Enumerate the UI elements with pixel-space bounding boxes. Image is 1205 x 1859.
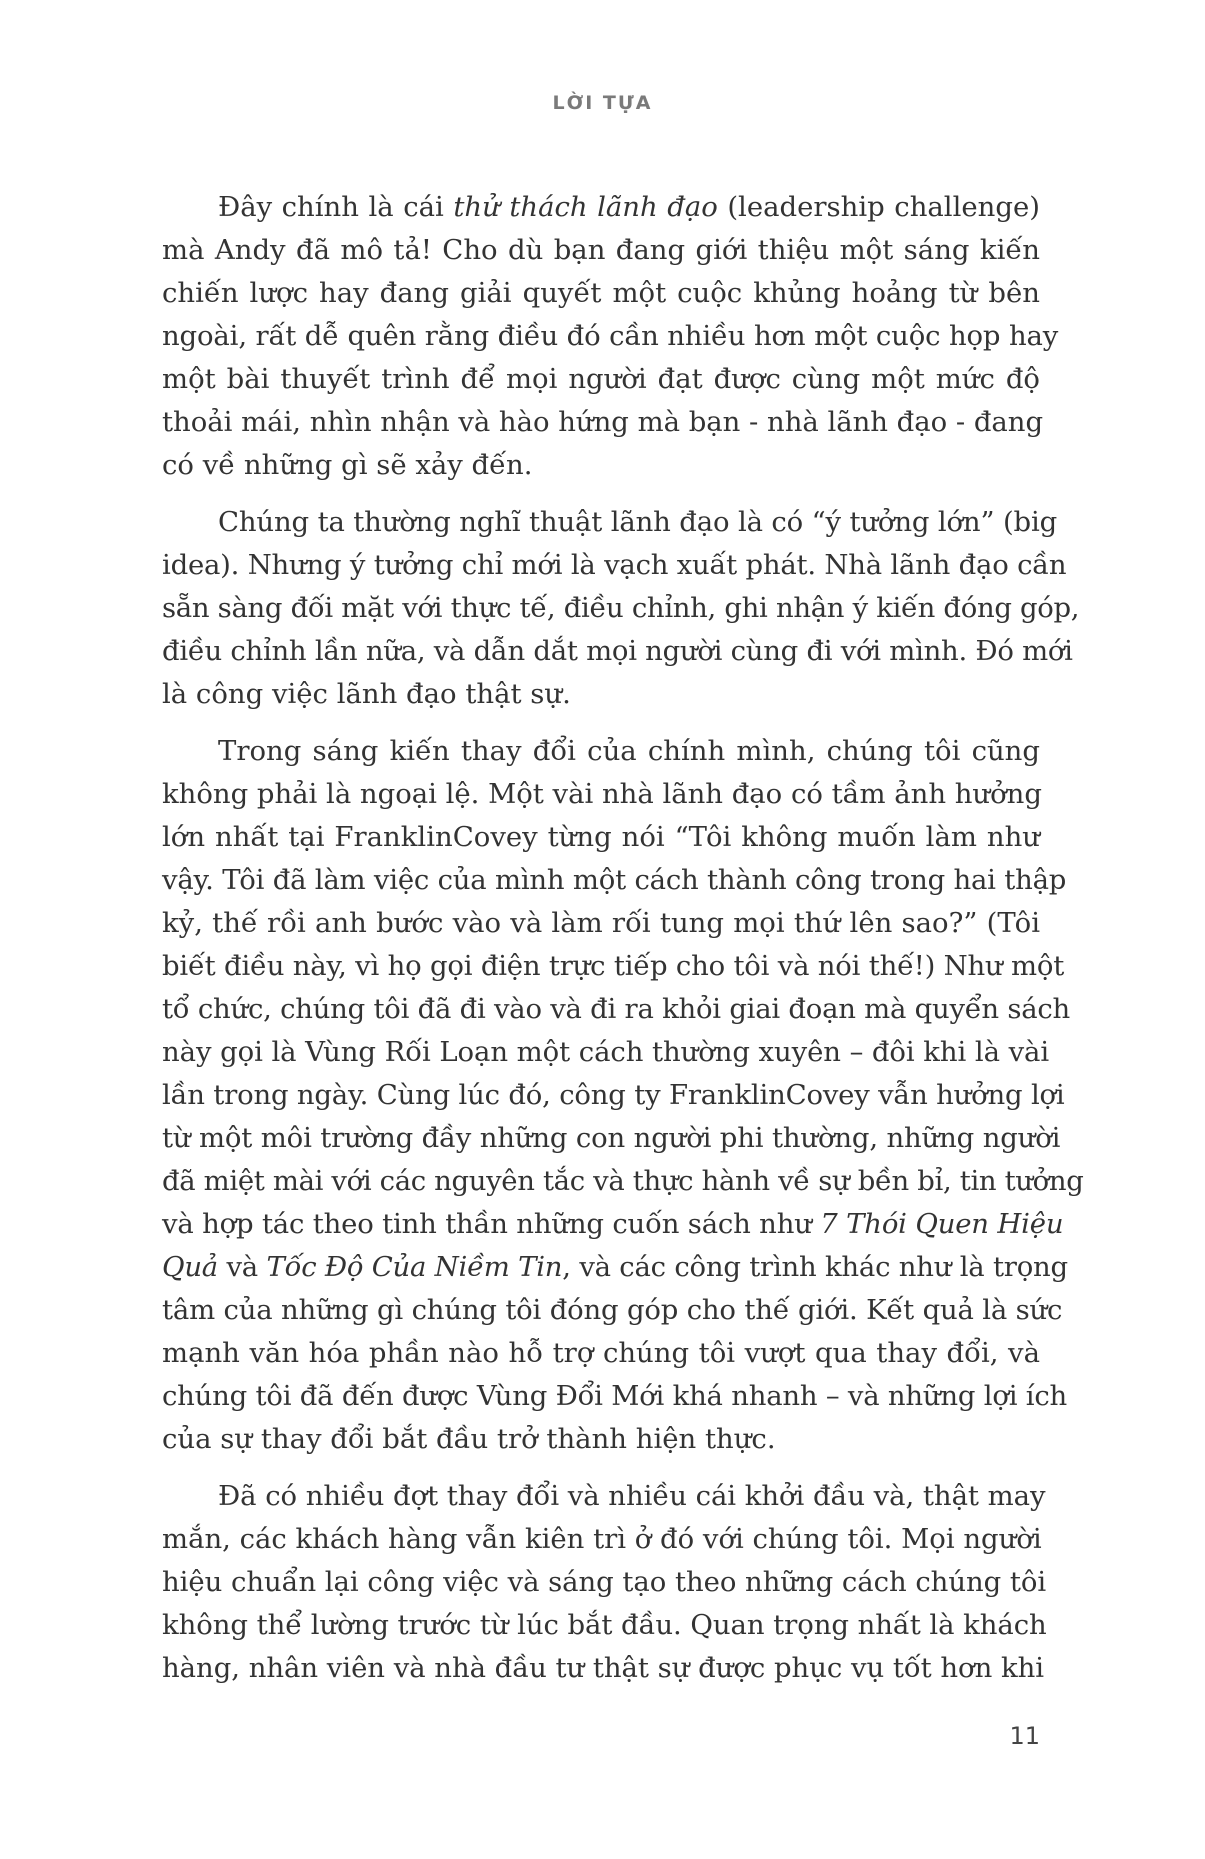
text-line: Trong sáng kiến thay đổi của chính mình, chúng tôi cũng (218, 735, 1040, 767)
text-line: mạnh văn hóa phần nào hỗ trợ chúng tôi vượt qua thay đổi, và (162, 1337, 1040, 1369)
text-line: từ một môi trường đầy những con người phi thường, những người (162, 1122, 1061, 1154)
text-line: điều chỉnh lần nữa, và dẫn dắt mọi người cùng đi với mình. Đó mới (162, 635, 1073, 667)
text-line: kỷ, thế rồi anh bước vào và làm rối tung mọi thứ lên sao?” (Tôi (162, 907, 1040, 939)
text-line: không thể lường trước từ lúc bắt đầu. Quan trọng nhất là khách (162, 1609, 1047, 1641)
text-line: tổ chức, chúng tôi đã đi vào và đi ra khỏi giai đoạn mà quyển sách (162, 993, 1070, 1025)
text-line: mắn, các khách hàng vẫn kiên trì ở đó với chúng tôi. Mọi người (162, 1523, 1042, 1555)
text-line: lớn nhất tại FranklinCovey từng nói “Tôi không muốn làm như (162, 821, 1040, 853)
text-line: Chúng ta thường nghĩ thuật lãnh đạo là có “ý tưởng lớn” (big (218, 506, 1058, 538)
text-line: là công việc lãnh đạo thật sự. (162, 678, 571, 710)
text-line: chiến lược hay đang giải quyết một cuộc khủng hoảng từ bên (162, 277, 1040, 309)
text-line: chúng tôi đã đến được Vùng Đổi Mới khá nhanh – và những lợi ích (162, 1380, 1068, 1412)
text-line: hàng, nhân viên và nhà đầu tư thật sự được phục vụ tốt hơn khi (162, 1652, 1045, 1684)
page-number: 11 (1009, 1722, 1040, 1750)
text-line: tâm của những gì chúng tôi đóng góp cho thế giới. Kết quả là sức (162, 1294, 1063, 1326)
text-line: một bài thuyết trình để mọi người đạt được cùng một mức độ (162, 363, 1040, 395)
text-line: biết điều này, vì họ gọi điện trực tiếp cho tôi và nói thế!) Như một (162, 950, 1065, 982)
text-line: vậy. Tôi đã làm việc của mình một cách thành công trong hai thập (162, 864, 1067, 896)
text-line: Đã có nhiều đợt thay đổi và nhiều cái khởi đầu và, thật may (218, 1480, 1046, 1512)
text-line: Quả và Tốc Độ Của Niềm Tin, và các công trình khác như là trọng (162, 1251, 1068, 1283)
paragraph-4 (162, 1475, 1047, 1690)
paragraph-1 (162, 186, 1059, 487)
text-line: mà Andy đã mô tả! Cho dù bạn đang giới thiệu một sáng kiến (162, 234, 1040, 266)
text-line: Đây chính là cái thử thách lãnh đạo (leadership challenge) (218, 191, 1040, 223)
text-line: không phải là ngoại lệ. Một vài nhà lãnh đạo có tầm ảnh hưởng (162, 778, 1042, 810)
text-line: có về những gì sẽ xảy đến. (162, 449, 533, 481)
text-line: đã miệt mài với các nguyên tắc và thực hành về sự bền bỉ, tin tưởng (162, 1165, 1084, 1197)
text-line: thoải mái, nhìn nhận và hào hứng mà bạn - nhà lãnh đạo - đang (162, 406, 1044, 438)
text-line: idea). Nhưng ý tưởng chỉ mới là vạch xuất phát. Nhà lãnh đạo cần (162, 549, 1067, 581)
paragraph-3 (162, 730, 1084, 1461)
text-line: của sự thay đổi bắt đầu trở thành hiện thực. (162, 1423, 776, 1455)
text-line: lần trong ngày. Cùng lúc đó, công ty FranklinCovey vẫn hưởng lợi (162, 1079, 1065, 1111)
text-line: ngoài, rất dễ quên rằng điều đó cần nhiều hơn một cuộc họp hay (162, 320, 1059, 352)
text-line: này gọi là Vùng Rối Loạn một cách thường xuyên – đôi khi là vài (162, 1036, 1050, 1068)
text-line: sẵn sàng đối mặt với thực tế, điều chỉnh, ghi nhận ý kiến đóng góp, (162, 592, 1080, 624)
text-line: và hợp tác theo tinh thần những cuốn sách như 7 Thói Quen Hiệu (162, 1208, 1064, 1240)
text-line: hiệu chuẩn lại công việc và sáng tạo theo những cách chúng tôi (162, 1566, 1047, 1598)
paragraph-2 (162, 501, 1080, 716)
body-text (162, 186, 1084, 1690)
running-header-title: LỜI TỰA (552, 92, 653, 114)
